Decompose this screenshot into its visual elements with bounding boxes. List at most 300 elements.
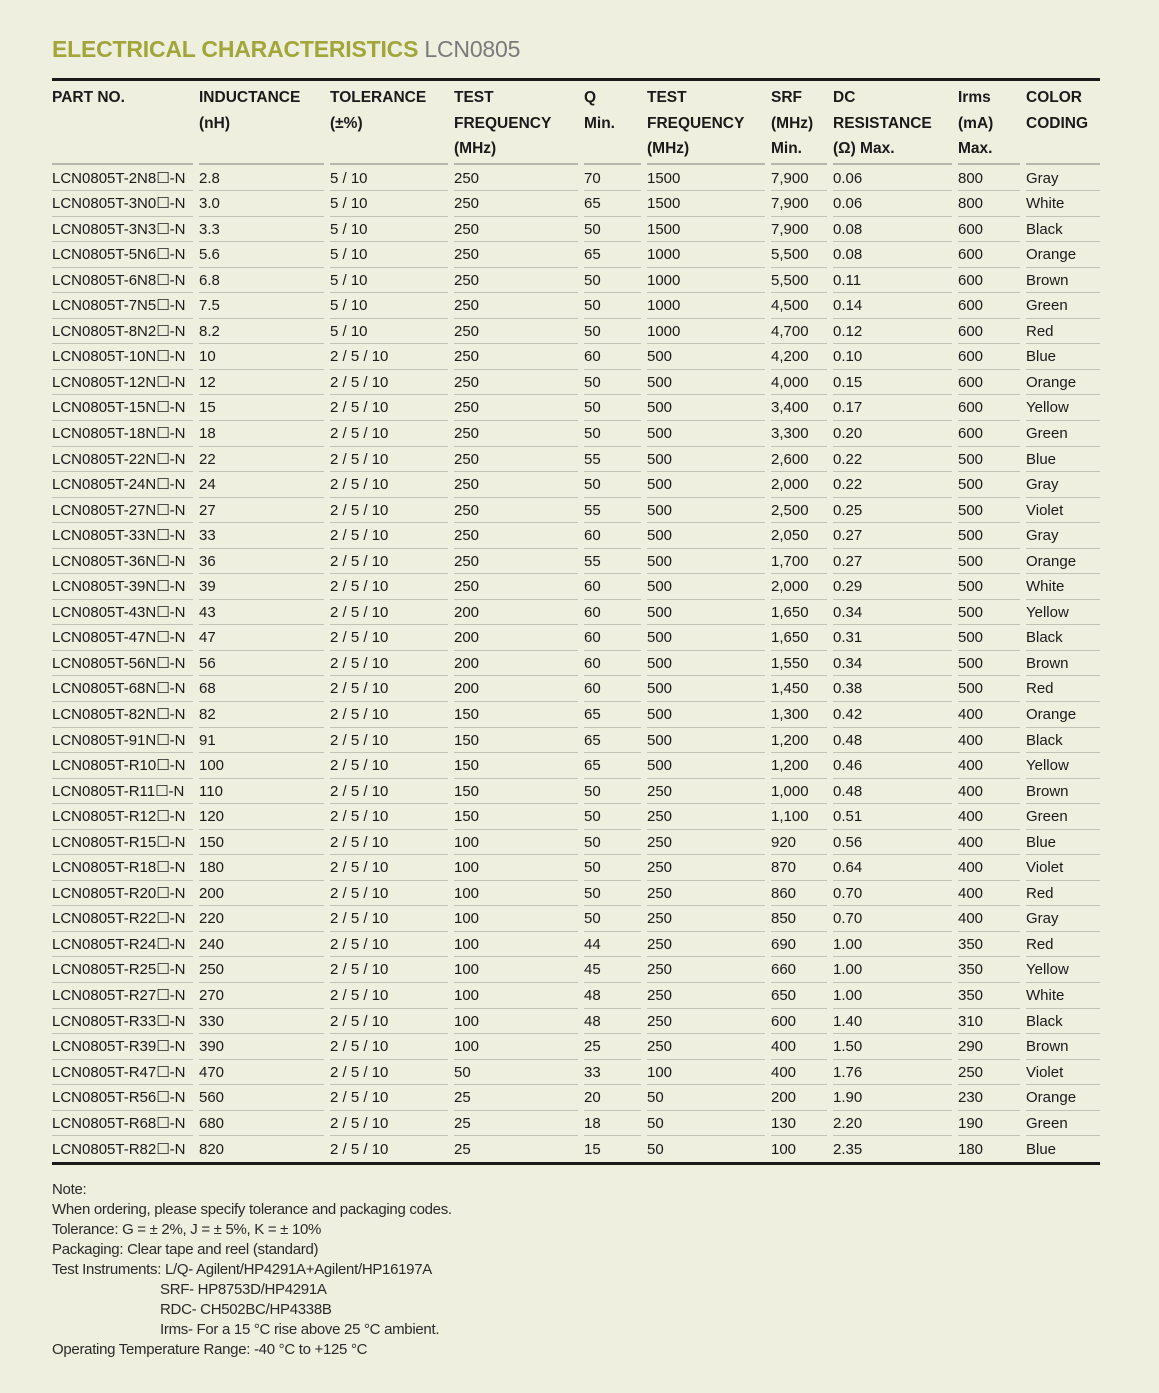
column-header-line: Q: [584, 89, 597, 106]
cell-color: Orange: [1026, 242, 1100, 268]
cell-dcr: 0.27: [833, 523, 952, 549]
column-header-line: (±%): [330, 114, 363, 132]
header-underline: [833, 163, 952, 165]
cell-color: Violet: [1026, 498, 1100, 524]
cell-srf: 200: [771, 1085, 827, 1111]
cell-part: LCN0805T-R25☐-N: [52, 957, 193, 983]
cell-srf: 3,300: [771, 421, 827, 447]
column-header-line: PART NO.: [52, 89, 125, 106]
cell-color: Orange: [1026, 702, 1100, 728]
cell-part: LCN0805T-82N☐-N: [52, 702, 193, 728]
table-row: [52, 651, 1100, 677]
table-row: [52, 447, 1100, 473]
column-header-line: FREQUENCY: [647, 114, 745, 132]
cell-irms: 230: [958, 1085, 1020, 1111]
cell-irms: 400: [958, 753, 1020, 779]
column-header-line: INDUCTANCE: [199, 89, 301, 106]
cell-irms: 600: [958, 421, 1020, 447]
cell-q: 60: [584, 625, 641, 651]
cell-part: LCN0805T-R27☐-N: [52, 983, 193, 1009]
table-row: [52, 293, 1100, 319]
cell-srf: 920: [771, 830, 827, 856]
cell-irms: 400: [958, 855, 1020, 881]
cell-q: 50: [584, 268, 641, 294]
cell-dcr: 0.06: [833, 166, 952, 192]
cell-q: 50: [584, 217, 641, 243]
cell-color: Orange: [1026, 549, 1100, 575]
cell-tol: 2 / 5 / 10: [330, 983, 448, 1009]
table-row: [52, 1085, 1100, 1111]
cell-tol: 2 / 5 / 10: [330, 804, 448, 830]
table-row: [52, 574, 1100, 600]
cell-irms: 400: [958, 702, 1020, 728]
cell-tol: 2 / 5 / 10: [330, 395, 448, 421]
column-header-line: FREQUENCY: [454, 114, 552, 132]
cell-irms: 600: [958, 268, 1020, 294]
cell-tf2: 250: [647, 804, 765, 830]
cell-dcr: 0.38: [833, 676, 952, 702]
cell-srf: 1,200: [771, 753, 827, 779]
cell-srf: 2,000: [771, 574, 827, 600]
cell-part: LCN0805T-8N2☐-N: [52, 319, 193, 345]
cell-tf1: 100: [454, 906, 578, 932]
header-underline: [584, 163, 641, 165]
cell-srf: 5,500: [771, 268, 827, 294]
cell-tf1: 100: [454, 1009, 578, 1035]
cell-tol: 2 / 5 / 10: [330, 753, 448, 779]
cell-q: 50: [584, 906, 641, 932]
notes-temperature: Operating Temperature Range: -40 °C to +125 °C: [52, 1341, 368, 1358]
column-header-line: (MHz): [454, 140, 497, 157]
cell-q: 45: [584, 957, 641, 983]
header-underline: [1026, 163, 1100, 165]
cell-tf2: 1000: [647, 242, 765, 268]
cell-srf: 1,200: [771, 728, 827, 754]
cell-srf: 1,650: [771, 600, 827, 626]
cell-part: LCN0805T-2N8☐-N: [52, 166, 193, 192]
table-row: [52, 830, 1100, 856]
cell-srf: 690: [771, 932, 827, 958]
table-row: [52, 370, 1100, 396]
header-underline: [330, 163, 448, 165]
cell-dcr: 0.70: [833, 906, 952, 932]
column-header-line: TOLERANCE: [330, 89, 427, 106]
cell-tf1: 150: [454, 779, 578, 805]
cell-irms: 400: [958, 881, 1020, 907]
cell-dcr: 0.29: [833, 574, 952, 600]
cell-part: LCN0805T-3N3☐-N: [52, 217, 193, 243]
cell-tol: 2 / 5 / 10: [330, 855, 448, 881]
header-underline: [958, 163, 1020, 165]
cell-tf1: 100: [454, 1034, 578, 1060]
cell-q: 25: [584, 1034, 641, 1060]
cell-q: 60: [584, 676, 641, 702]
page-title: [52, 36, 520, 63]
cell-color: Yellow: [1026, 753, 1100, 779]
cell-tf1: 250: [454, 523, 578, 549]
cell-tf1: 100: [454, 830, 578, 856]
cell-part: LCN0805T-R18☐-N: [52, 855, 193, 881]
column-header-srf: [771, 81, 833, 162]
cell-part: LCN0805T-R22☐-N: [52, 906, 193, 932]
cell-irms: 600: [958, 395, 1020, 421]
cell-ind: 43: [199, 600, 324, 626]
cell-dcr: 0.34: [833, 651, 952, 677]
cell-srf: 3,400: [771, 395, 827, 421]
header-underline: [52, 163, 193, 165]
table-bottom-rule: [52, 1162, 1100, 1165]
cell-irms: 350: [958, 932, 1020, 958]
cell-q: 18: [584, 1111, 641, 1137]
cell-irms: 400: [958, 779, 1020, 805]
cell-irms: 180: [958, 1140, 984, 1158]
cell-tol: 5 / 10: [330, 319, 448, 345]
cell-tf1: 250: [454, 421, 578, 447]
cell-dcr: 0.06: [833, 191, 952, 217]
cell-irms: 400: [958, 830, 1020, 856]
cell-q: 60: [584, 523, 641, 549]
cell-ind: 39: [199, 574, 324, 600]
notes-srf: SRF- HP8753D/HP4291A: [160, 1281, 327, 1298]
cell-ind: 820: [199, 1140, 225, 1158]
cell-tf1: 25: [454, 1140, 471, 1158]
cell-tf2: 250: [647, 881, 765, 907]
cell-irms: 400: [958, 906, 1020, 932]
column-header-line: DC: [833, 89, 856, 106]
notes-rdc: RDC- CH502BC/HP4338B: [160, 1301, 332, 1318]
cell-color: Yellow: [1026, 395, 1100, 421]
cell-part: LCN0805T-47N☐-N: [52, 625, 193, 651]
cell-ind: 68: [199, 676, 324, 702]
cell-q: 60: [584, 600, 641, 626]
cell-tol: 2 / 5 / 10: [330, 881, 448, 907]
cell-q: 50: [584, 293, 641, 319]
cell-srf: 100: [771, 1140, 797, 1158]
cell-ind: 22: [199, 447, 324, 473]
cell-srf: 5,500: [771, 242, 827, 268]
cell-srf: 4,200: [771, 344, 827, 370]
cell-tf1: 25: [454, 1085, 578, 1111]
cell-part: LCN0805T-12N☐-N: [52, 370, 193, 396]
cell-irms: 500: [958, 651, 1020, 677]
cell-tol: 5 / 10: [330, 293, 448, 319]
cell-part: LCN0805T-R11☐-N: [52, 779, 193, 805]
characteristics-table: [52, 78, 1100, 1165]
table-row: [52, 728, 1100, 754]
cell-part: LCN0805T-R68☐-N: [52, 1111, 193, 1137]
cell-tf2: 500: [647, 370, 765, 396]
cell-srf: 1,100: [771, 804, 827, 830]
cell-part: LCN0805T-24N☐-N: [52, 472, 193, 498]
cell-tol: 2 / 5 / 10: [330, 1085, 448, 1111]
cell-srf: 400: [771, 1034, 827, 1060]
title-main: ELECTRICAL CHARACTERISTICS: [52, 36, 419, 62]
cell-dcr: 1.00: [833, 983, 952, 1009]
cell-dcr: 0.08: [833, 242, 952, 268]
cell-part: LCN0805T-R39☐-N: [52, 1034, 193, 1060]
cell-irms: 290: [958, 1034, 1020, 1060]
title-part-number: LCN0805: [424, 36, 521, 62]
cell-color: Brown: [1026, 651, 1100, 677]
cell-dcr: 0.12: [833, 319, 952, 345]
cell-tol: 2 / 5 / 10: [330, 421, 448, 447]
cell-color: Gray: [1026, 166, 1100, 192]
cell-srf: 600: [771, 1009, 827, 1035]
cell-ind: 240: [199, 932, 324, 958]
cell-part: LCN0805T-7N5☐-N: [52, 293, 193, 319]
cell-part: LCN0805T-R33☐-N: [52, 1009, 193, 1035]
cell-part: LCN0805T-6N8☐-N: [52, 268, 193, 294]
column-header-line: TEST: [647, 89, 687, 106]
column-header-line: (mA): [958, 114, 994, 132]
cell-q: 48: [584, 983, 641, 1009]
table-row: [52, 523, 1100, 549]
cell-tf1: 50: [454, 1060, 578, 1086]
cell-tf1: 250: [454, 191, 578, 217]
cell-color: Red: [1026, 319, 1100, 345]
table-row: [52, 804, 1100, 830]
cell-srf: 4,700: [771, 319, 827, 345]
cell-color: Red: [1026, 881, 1100, 907]
table-row: [52, 881, 1100, 907]
cell-q: 70: [584, 166, 641, 192]
cell-part: LCN0805T-15N☐-N: [52, 395, 193, 421]
cell-q: 65: [584, 753, 641, 779]
cell-tf2: 50: [647, 1140, 664, 1158]
cell-irms: 500: [958, 472, 1020, 498]
cell-q: 50: [584, 421, 641, 447]
cell-part: LCN0805T-68N☐-N: [52, 676, 193, 702]
table-row: [52, 472, 1100, 498]
cell-ind: 470: [199, 1060, 324, 1086]
cell-dcr: 0.31: [833, 625, 952, 651]
cell-part: LCN0805T-10N☐-N: [52, 344, 193, 370]
cell-tf1: 250: [454, 344, 578, 370]
cell-q: 33: [584, 1060, 641, 1086]
cell-part: LCN0805T-R20☐-N: [52, 881, 193, 907]
cell-part: LCN0805T-18N☐-N: [52, 421, 193, 447]
column-header-line: Irms: [958, 89, 991, 106]
table-row: [52, 498, 1100, 524]
cell-dcr: 0.22: [833, 447, 952, 473]
cell-tol: 2 / 5 / 10: [330, 702, 448, 728]
cell-dcr: 0.34: [833, 600, 952, 626]
cell-tol: 5 / 10: [330, 268, 448, 294]
cell-part: LCN0805T-5N6☐-N: [52, 242, 193, 268]
cell-srf: 4,000: [771, 370, 827, 396]
cell-srf: 2,500: [771, 498, 827, 524]
table-row: [52, 1136, 1100, 1162]
cell-irms: 500: [958, 447, 1020, 473]
column-header-line: (nH): [199, 114, 230, 132]
cell-srf: 7,900: [771, 191, 827, 217]
cell-tol: 2 / 5 / 10: [330, 651, 448, 677]
cell-tf2: 1000: [647, 268, 765, 294]
cell-color: Gray: [1026, 523, 1100, 549]
cell-irms: 400: [958, 728, 1020, 754]
cell-tf1: 250: [454, 319, 578, 345]
cell-part: LCN0805T-22N☐-N: [52, 447, 193, 473]
cell-srf: 2,600: [771, 447, 827, 473]
table-row: [52, 932, 1100, 958]
cell-color: Orange: [1026, 1085, 1100, 1111]
cell-color: Gray: [1026, 472, 1100, 498]
cell-tol: 2 / 5 / 10: [330, 1034, 448, 1060]
cell-color: Gray: [1026, 906, 1100, 932]
column-header-line: (MHz): [771, 114, 814, 132]
cell-irms: 500: [958, 523, 1020, 549]
cell-dcr: 0.22: [833, 472, 952, 498]
cell-ind: 24: [199, 472, 324, 498]
column-header-line: COLOR: [1026, 89, 1082, 106]
cell-ind: 3.3: [199, 217, 324, 243]
cell-tf1: 250: [454, 395, 578, 421]
cell-tf1: 200: [454, 676, 578, 702]
cell-srf: 2,000: [771, 472, 827, 498]
cell-part: LCN0805T-56N☐-N: [52, 651, 193, 677]
column-header-line: Max.: [958, 140, 993, 157]
table-row: [52, 268, 1100, 294]
cell-part: LCN0805T-39N☐-N: [52, 574, 193, 600]
cell-tf2: 500: [647, 676, 765, 702]
cell-color: Red: [1026, 932, 1100, 958]
cell-tf2: 500: [647, 600, 765, 626]
cell-dcr: 1.40: [833, 1009, 952, 1035]
cell-irms: 800: [958, 191, 1020, 217]
cell-color: Black: [1026, 625, 1100, 651]
cell-ind: 120: [199, 804, 324, 830]
column-header-tol: [330, 81, 454, 162]
cell-dcr: 1.00: [833, 957, 952, 983]
cell-ind: 15: [199, 395, 324, 421]
cell-tf2: 250: [647, 957, 765, 983]
cell-dcr: 0.11: [833, 268, 952, 294]
table-row: [52, 1060, 1100, 1086]
cell-srf: 850: [771, 906, 827, 932]
cell-tol: 2 / 5 / 10: [330, 906, 448, 932]
cell-tol: 2 / 5 / 10: [330, 1140, 389, 1158]
cell-ind: 150: [199, 830, 324, 856]
cell-tf2: 500: [647, 702, 765, 728]
cell-tf2: 1500: [647, 191, 765, 217]
column-header-q: [584, 81, 647, 162]
cell-ind: 27: [199, 498, 324, 524]
cell-tol: 2 / 5 / 10: [330, 472, 448, 498]
column-header-line: RESISTANCE: [833, 114, 932, 132]
cell-q: 15: [584, 1140, 601, 1158]
header-underline: [647, 163, 765, 165]
cell-srf: 1,650: [771, 625, 827, 651]
table-row: [52, 1009, 1100, 1035]
cell-tf2: 1000: [647, 293, 765, 319]
cell-irms: 500: [958, 625, 1020, 651]
cell-part: LCN0805T-33N☐-N: [52, 523, 193, 549]
table-row: [52, 600, 1100, 626]
table-row: [52, 1034, 1100, 1060]
cell-q: 50: [584, 881, 641, 907]
cell-q: 50: [584, 370, 641, 396]
cell-srf: 860: [771, 881, 827, 907]
cell-q: 65: [584, 702, 641, 728]
cell-part: LCN0805T-R82☐-N: [52, 1140, 186, 1158]
cell-tf1: 150: [454, 702, 578, 728]
cell-dcr: 0.17: [833, 395, 952, 421]
cell-tf1: 200: [454, 625, 578, 651]
cell-tol: 2 / 5 / 10: [330, 523, 448, 549]
cell-ind: 56: [199, 651, 324, 677]
cell-part: LCN0805T-27N☐-N: [52, 498, 193, 524]
column-header-line: TEST: [454, 89, 494, 106]
cell-tf1: 250: [454, 549, 578, 575]
notes-tolerance: Tolerance: G = ± 2%, J = ± 5%, K = ± 10%: [52, 1221, 322, 1238]
cell-tol: 5 / 10: [330, 217, 448, 243]
cell-tf2: 500: [647, 625, 765, 651]
cell-ind: 91: [199, 728, 324, 754]
cell-color: Green: [1026, 421, 1100, 447]
cell-color: Blue: [1026, 447, 1100, 473]
table-row: [52, 702, 1100, 728]
cell-srf: 1,300: [771, 702, 827, 728]
cell-ind: 10: [199, 344, 324, 370]
cell-ind: 7.5: [199, 293, 324, 319]
cell-srf: 400: [771, 1060, 827, 1086]
cell-color: Yellow: [1026, 957, 1100, 983]
cell-dcr: 0.42: [833, 702, 952, 728]
cell-tf1: 250: [454, 293, 578, 319]
cell-dcr: 0.14: [833, 293, 952, 319]
cell-tol: 2 / 5 / 10: [330, 600, 448, 626]
cell-color: Red: [1026, 676, 1100, 702]
cell-tf2: 50: [647, 1085, 765, 1111]
cell-tf2: 1500: [647, 166, 765, 192]
cell-tf2: 500: [647, 753, 765, 779]
cell-tol: 2 / 5 / 10: [330, 549, 448, 575]
cell-irms: 350: [958, 983, 1020, 1009]
table-row: [52, 395, 1100, 421]
cell-ind: 47: [199, 625, 324, 651]
cell-tol: 2 / 5 / 10: [330, 1111, 448, 1137]
cell-tf2: 1500: [647, 217, 765, 243]
table-row: [52, 344, 1100, 370]
cell-dcr: 1.00: [833, 932, 952, 958]
cell-dcr: 0.20: [833, 421, 952, 447]
cell-dcr: 1.90: [833, 1085, 952, 1111]
cell-color: Green: [1026, 804, 1100, 830]
cell-tol: 5 / 10: [330, 242, 448, 268]
cell-ind: 100: [199, 753, 324, 779]
cell-tf2: 500: [647, 472, 765, 498]
cell-ind: 110: [199, 779, 324, 805]
cell-tf1: 150: [454, 753, 578, 779]
cell-dcr: 0.48: [833, 779, 952, 805]
cell-tf2: 250: [647, 1009, 765, 1035]
cell-irms: 400: [958, 804, 1020, 830]
table-row: [52, 549, 1100, 575]
cell-dcr: 0.70: [833, 881, 952, 907]
cell-tf1: 100: [454, 983, 578, 1009]
cell-srf: 4,500: [771, 293, 827, 319]
cell-q: 60: [584, 574, 641, 600]
cell-tf1: 200: [454, 651, 578, 677]
cell-tol: 5 / 10: [330, 191, 448, 217]
cell-tf2: 500: [647, 395, 765, 421]
table-row: [52, 319, 1100, 345]
table-row: [52, 242, 1100, 268]
cell-q: 55: [584, 447, 641, 473]
cell-tf1: 100: [454, 932, 578, 958]
cell-part: LCN0805T-36N☐-N: [52, 549, 193, 575]
cell-tf2: 500: [647, 651, 765, 677]
